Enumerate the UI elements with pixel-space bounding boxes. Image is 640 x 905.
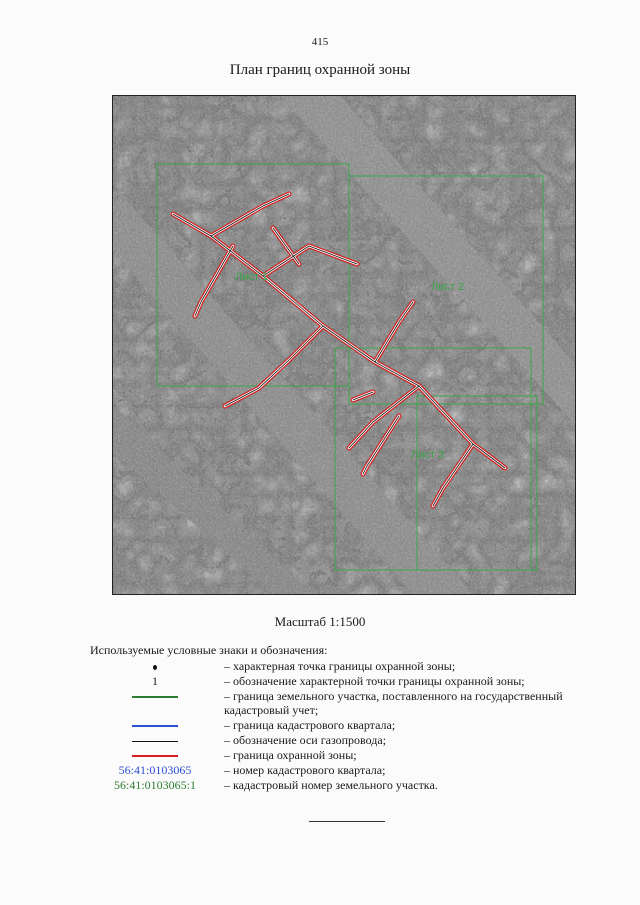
page-number: 415 bbox=[311, 36, 329, 48]
parcel-number-sample: 56:41:0103065:1 bbox=[113, 778, 196, 792]
map-svg bbox=[113, 96, 575, 594]
footer-rule bbox=[309, 821, 385, 822]
sheet-3-label: Лист 3 bbox=[411, 449, 445, 461]
black-line-icon bbox=[132, 741, 178, 742]
aerial-map[interactable] bbox=[112, 95, 576, 595]
red-line-icon bbox=[132, 755, 178, 757]
legend-title: Используемые условные знаки и обозначения: bbox=[90, 643, 328, 657]
green-line-icon bbox=[132, 696, 178, 698]
sheet-2-label: Лист 2 bbox=[431, 281, 465, 293]
sheet-1-label: Лист 1 bbox=[235, 271, 269, 283]
map-scale: Масштаб 1:1500 bbox=[274, 614, 366, 629]
point-label-symbol: 1 bbox=[152, 674, 158, 688]
quarter-number-sample: 56:41:0103065 bbox=[118, 763, 192, 777]
blue-line-icon bbox=[132, 725, 178, 727]
point-marker-icon bbox=[153, 665, 157, 670]
page-title: План границ охранной зоны bbox=[229, 62, 411, 78]
photo-grain bbox=[113, 96, 575, 594]
